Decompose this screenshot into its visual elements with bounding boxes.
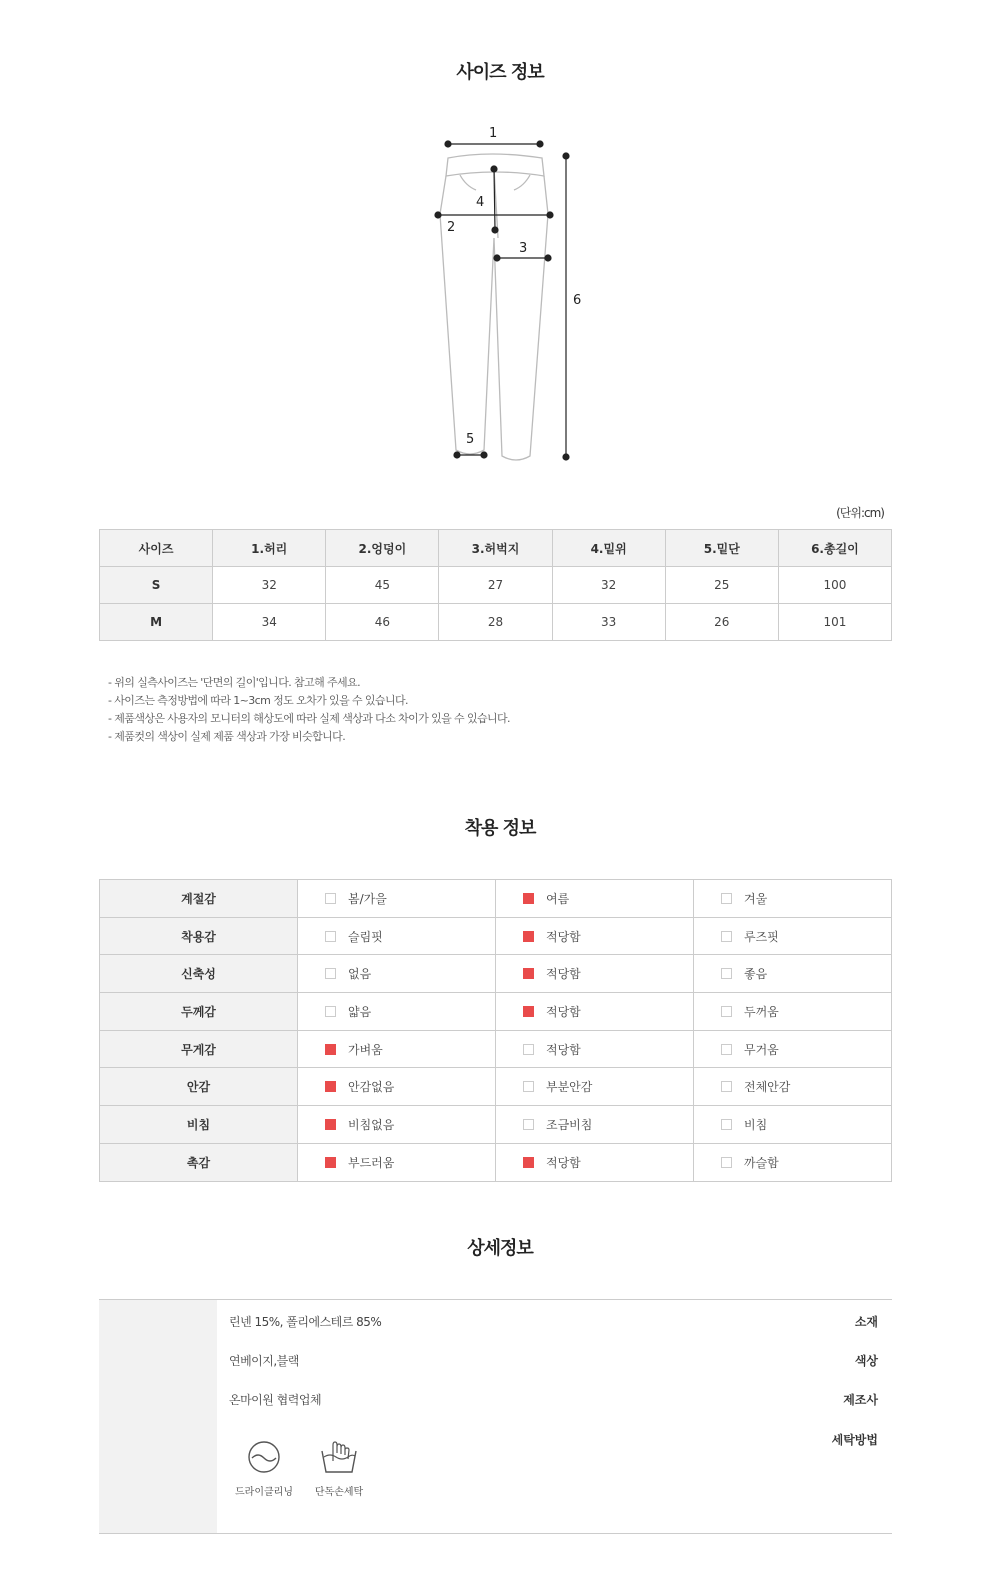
size-table-header-row	[100, 530, 892, 567]
fit-option	[694, 917, 892, 955]
unchecked-box-icon	[721, 1081, 732, 1092]
size-table	[99, 529, 892, 641]
fit-option-label: 슬림핏	[348, 929, 383, 944]
checked-box-icon	[325, 1157, 336, 1168]
fit-row-label: 무게감	[100, 1030, 298, 1068]
fit-option-label: 봄/가을	[348, 891, 387, 906]
table-row	[100, 993, 892, 1031]
fit-option-label: 루즈핏	[744, 929, 779, 944]
fit-row-label: 신축성	[100, 955, 298, 993]
size-notes	[108, 674, 510, 746]
fit-row-label: 계절감	[100, 880, 298, 918]
table-row	[100, 567, 892, 604]
fit-option	[496, 1106, 694, 1144]
table-row	[100, 1106, 892, 1144]
fit-option-label: 부분안감	[546, 1080, 593, 1095]
fit-option	[694, 1106, 892, 1144]
checked-box-icon	[523, 931, 534, 942]
fit-option	[496, 1030, 694, 1068]
note-line: - 사이즈는 측정방법에 따라 1~3cm 정도 오차가 있을 수 있습니다.	[108, 694, 408, 707]
dry-cleaning-icon	[246, 1439, 282, 1475]
fit-option	[496, 955, 694, 993]
diagram-label-5: 5	[466, 432, 475, 447]
pants-measurement-diagram	[420, 120, 590, 470]
fit-option	[694, 880, 892, 918]
diagram-label-4: 4	[476, 195, 485, 210]
fit-option	[298, 880, 496, 918]
fit-option	[694, 1143, 892, 1181]
note-line: - 제품색상은 사용자의 모니터의 해상도에 따라 실제 색상과 다소 차이가 있을 수 있습니다.	[108, 712, 510, 725]
wash-item-hand	[299, 1439, 379, 1498]
fit-row-label: 촉감	[100, 1143, 298, 1181]
size-cell: 101	[778, 604, 891, 641]
unchecked-box-icon	[721, 1044, 732, 1055]
table-row	[100, 1068, 892, 1106]
table-row	[100, 917, 892, 955]
fit-option-label: 안감없음	[348, 1080, 395, 1095]
detail-panel	[99, 1299, 892, 1534]
diagram-label-2: 2	[447, 220, 456, 235]
table-row	[100, 880, 892, 918]
material-label: 소재	[854, 1315, 878, 1329]
unchecked-box-icon	[721, 968, 732, 979]
maker-label: 제조사	[843, 1393, 878, 1407]
fit-option-label: 적당함	[546, 929, 581, 944]
fit-option-label: 까슬함	[744, 1155, 779, 1170]
fit-option	[298, 1106, 496, 1144]
size-cell: 32	[552, 567, 665, 604]
size-cell: 33	[552, 604, 665, 641]
table-row	[100, 1143, 892, 1181]
fit-option-label: 여름	[546, 891, 570, 906]
size-cell: 46	[326, 604, 439, 641]
fit-option-label: 적당함	[546, 1155, 581, 1170]
size-row-label: S	[100, 567, 213, 604]
hand-wash-label: 단독손세탁	[314, 1487, 364, 1498]
fit-option-label: 비침없음	[348, 1117, 395, 1132]
detail-label-column	[99, 1300, 217, 1533]
checked-box-icon	[523, 1006, 534, 1017]
fit-option	[694, 1030, 892, 1068]
fit-info-title: 착용 정보	[464, 818, 536, 839]
table-row	[100, 1030, 892, 1068]
fit-option	[694, 955, 892, 993]
fit-row-label: 안감	[100, 1068, 298, 1106]
table-row	[100, 955, 892, 993]
fit-option-label: 부드러움	[348, 1155, 395, 1170]
size-cell: 32	[213, 567, 326, 604]
size-cell: 45	[326, 567, 439, 604]
fit-option	[298, 1068, 496, 1106]
unchecked-box-icon	[325, 931, 336, 942]
fit-option-label: 적당함	[546, 1004, 581, 1019]
fit-option-label: 겨울	[744, 891, 768, 906]
size-header-cell: 2.엉덩이	[326, 530, 439, 567]
note-line: - 위의 실측사이즈는 '단면의 길이'입니다. 참고해 주세요.	[108, 676, 360, 689]
size-cell: 27	[439, 567, 552, 604]
unchecked-box-icon	[523, 1081, 534, 1092]
fit-option	[496, 1068, 694, 1106]
size-header-cell: 사이즈	[100, 530, 213, 567]
unit-label: (단위:cm)	[836, 506, 884, 520]
unchecked-box-icon	[325, 968, 336, 979]
fit-option	[298, 955, 496, 993]
fit-option	[496, 993, 694, 1031]
fit-option	[298, 1030, 496, 1068]
size-cell: 28	[439, 604, 552, 641]
fit-option-label: 적당함	[546, 1042, 581, 1057]
fit-option	[694, 1068, 892, 1106]
fit-option	[496, 880, 694, 918]
fit-option	[496, 917, 694, 955]
material-value: 린넨 15%, 폴리에스테르 85%	[229, 1315, 382, 1329]
size-cell: 25	[665, 567, 778, 604]
fit-option-label: 가벼움	[348, 1042, 383, 1057]
wash-label: 세탁방법	[831, 1433, 878, 1447]
size-header-cell: 6.총길이	[778, 530, 891, 567]
color-label: 색상	[854, 1354, 878, 1368]
unchecked-box-icon	[721, 1006, 732, 1017]
maker-value: 온마이원 협력업체	[229, 1393, 322, 1407]
size-header-cell: 5.밑단	[665, 530, 778, 567]
checked-box-icon	[523, 893, 534, 904]
size-cell: 34	[213, 604, 326, 641]
fit-option-label: 얇음	[348, 1004, 372, 1019]
size-header-cell: 1.허리	[213, 530, 326, 567]
fit-option	[298, 993, 496, 1031]
fit-table	[99, 879, 892, 1182]
unchecked-box-icon	[325, 1006, 336, 1017]
hand-wash-icon	[319, 1439, 359, 1475]
checked-box-icon	[325, 1081, 336, 1092]
fit-option-label: 적당함	[546, 967, 581, 982]
fit-option	[298, 917, 496, 955]
fit-option	[694, 993, 892, 1031]
size-info-title: 사이즈 정보	[456, 62, 544, 83]
fit-option	[496, 1143, 694, 1181]
unchecked-box-icon	[721, 1157, 732, 1168]
table-row	[100, 604, 892, 641]
wash-item-dry	[224, 1439, 304, 1498]
unchecked-box-icon	[721, 893, 732, 904]
color-value: 연베이지,블랙	[229, 1354, 299, 1368]
fit-option-label: 두꺼움	[744, 1004, 779, 1019]
fit-option-label: 비침	[744, 1117, 768, 1132]
dry-cleaning-label: 드라이클리닝	[235, 1487, 293, 1498]
checked-box-icon	[325, 1119, 336, 1130]
unchecked-box-icon	[523, 1044, 534, 1055]
fit-row-label: 비침	[100, 1106, 298, 1144]
fit-option-label: 무거움	[744, 1042, 779, 1057]
fit-option-label: 전체안감	[744, 1080, 791, 1095]
detail-info-title: 상세정보	[467, 1238, 533, 1259]
fit-option-label: 없음	[348, 967, 372, 982]
fit-option	[298, 1143, 496, 1181]
size-cell: 26	[665, 604, 778, 641]
diagram-label-6: 6	[573, 293, 582, 308]
unchecked-box-icon	[325, 893, 336, 904]
size-cell: 100	[778, 567, 891, 604]
unchecked-box-icon	[523, 1119, 534, 1130]
size-header-cell: 3.허벅지	[439, 530, 552, 567]
size-row-label: M	[100, 604, 213, 641]
diagram-label-1: 1	[489, 126, 498, 141]
checked-box-icon	[523, 968, 534, 979]
fit-row-label: 착용감	[100, 917, 298, 955]
fit-row-label: 두께감	[100, 993, 298, 1031]
unchecked-box-icon	[721, 931, 732, 942]
size-header-cell: 4.밑위	[552, 530, 665, 567]
checked-box-icon	[523, 1157, 534, 1168]
fit-option-label: 조금비침	[546, 1117, 593, 1132]
diagram-label-3: 3	[519, 241, 528, 256]
checked-box-icon	[325, 1044, 336, 1055]
fit-option-label: 좋음	[744, 967, 768, 982]
note-line: - 제품컷의 색상이 실제 제품 색상과 가장 비슷합니다.	[108, 730, 346, 743]
unchecked-box-icon	[721, 1119, 732, 1130]
